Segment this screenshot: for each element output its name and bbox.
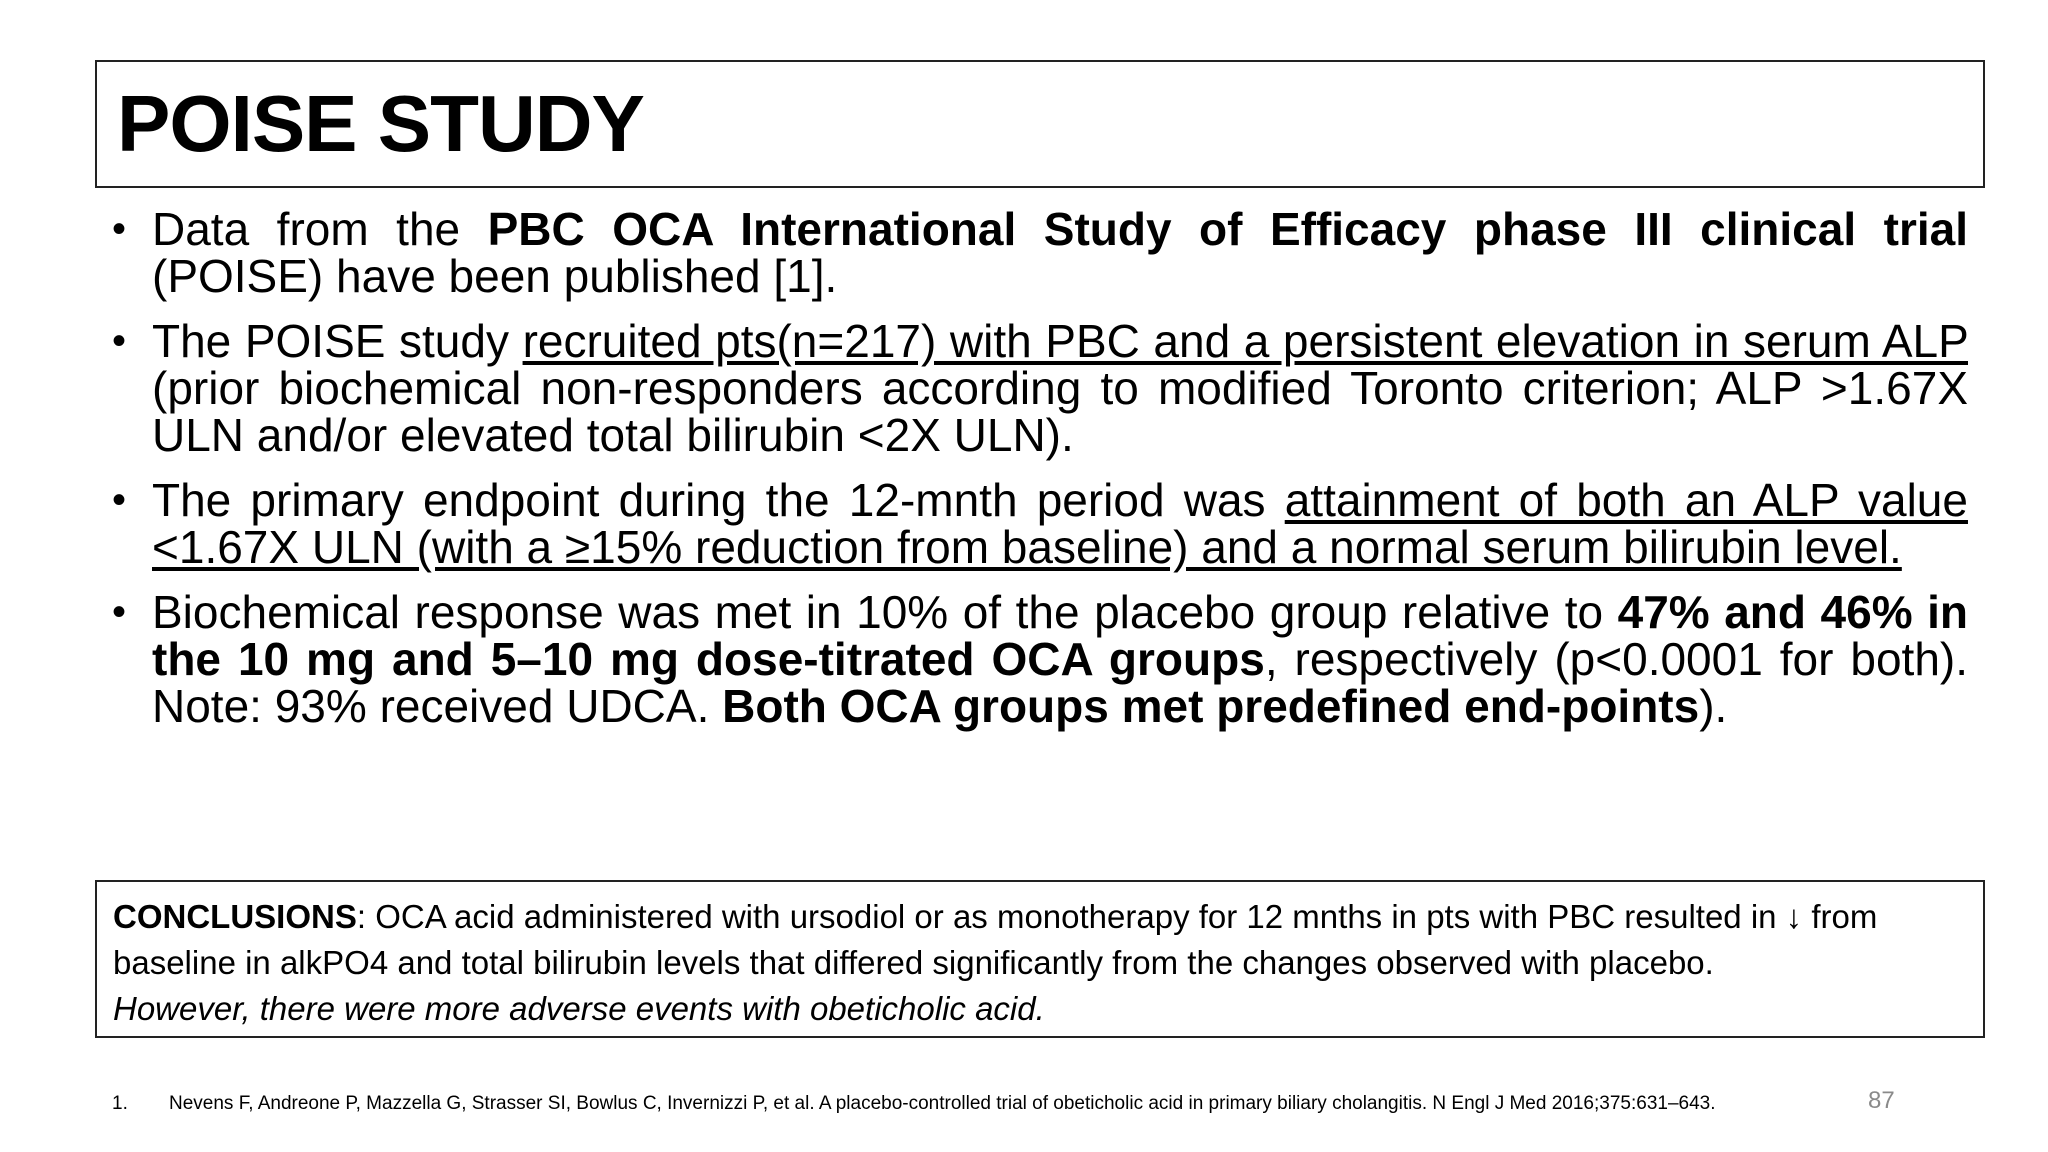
bullet-text: (POISE) have been published [1]. [152,250,838,302]
bullet-text: , respectively (p<0.0001 for both). Note: 93% received UDCA. [152,633,1969,732]
conclusions-italic-text: However, there were more adverse events with obeticholic acid. [113,990,1045,1027]
conclusions-text: OCA acid administered with ursodiol or as monotherapy for 12 mnths in pts with PBC resulted in ↓ from baseline in alkPO4 and total bilirubin levels that differed significantly from the changes observed with placebo. [113,898,1878,981]
footnote-number: 1. [112,1093,128,1114]
conclusions-label: CONCLUSIONS [113,898,357,935]
bullet-item [112,315,1968,461]
conclusions-separator: : [356,898,376,935]
bullet-icon: • [112,590,127,634]
page-number: 87 [1868,1087,1895,1114]
bullet-underlined-text: recruited pts(n=217) with PBC and a persistent elevation in serum ALP [522,315,1968,367]
bullet-text: ). [1699,680,1728,732]
bullet-bold-text: PBC OCA International Study of Efficacy phase III clinical trial [487,203,1968,255]
slide-title: POISE STUDY [117,79,644,168]
footnote-text: Nevens F, Andreone P, Mazzella G, Strasser SI, Bowlus C, Invernizzi P, et al. A placebo-controlled trial of obeticholic acid in primary biliary cholangitis. N Engl J Med 2016;375:631–643. [169,1093,1716,1114]
bullet-text: The POISE study [152,315,523,367]
bullet-list [112,203,1969,748]
bullet-icon: • [112,478,127,522]
bullet-bold-text: 47% and 46% in the 10 mg and 5–10 mg dose-titrated OCA groups [152,586,1968,685]
bullet-icon: • [112,207,127,251]
bullet-item [112,586,1969,732]
bullet-item [112,474,1968,573]
bullet-item [112,203,1968,302]
conclusions-paragraph [113,894,1967,986]
bullet-bold-text: Both OCA groups met predefined end-points [722,680,1700,732]
bullet-text: (prior biochemical non-responders according to modified Toronto criterion; ALP >1.67X ULN and/or elevated total bilirubin <2X ULN). [152,362,1968,461]
bullet-icon: • [112,319,127,363]
bullet-underlined-text: attainment of both an ALP value <1.67X ULN (with a ≥15% reduction from baseline) and a normal serum bilirubin level. [152,474,1968,573]
conclusions-box [95,880,1985,1038]
bullet-text: The primary endpoint during the 12-mnth period was [152,474,1285,526]
title-box [95,60,1985,188]
bullet-text: Biochemical response was met in 10% of the placebo group relative to [152,586,1618,638]
bullet-text: Data from the [152,203,488,255]
